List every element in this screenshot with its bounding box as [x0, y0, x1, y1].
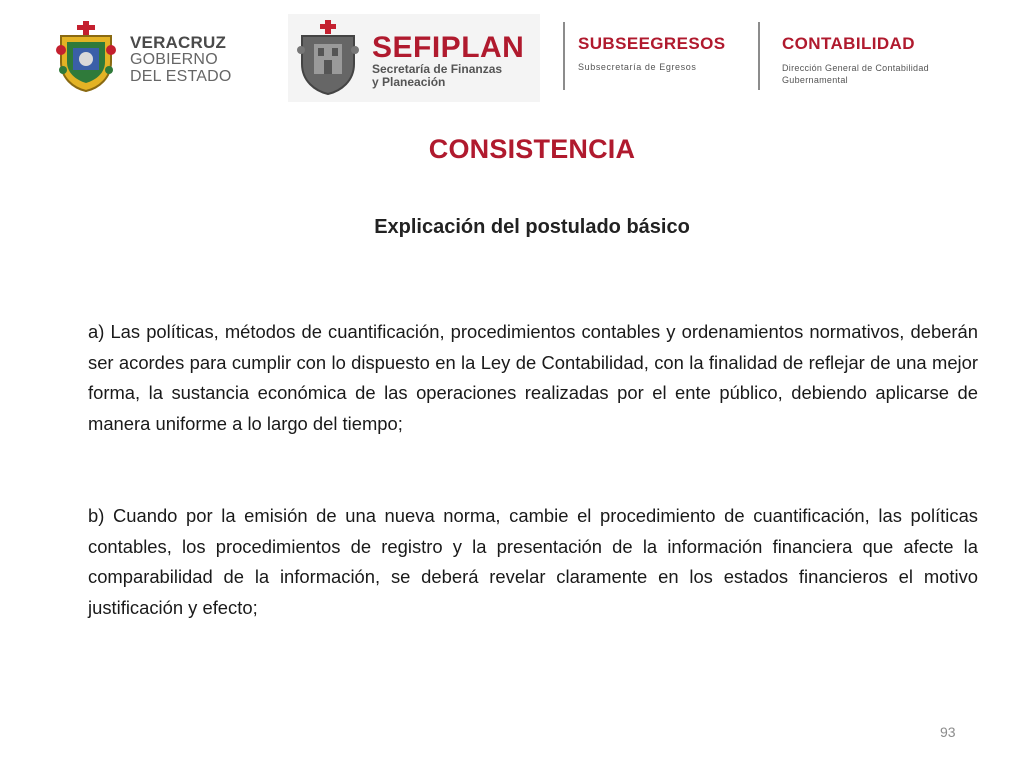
- sefiplan-seal-icon: [296, 20, 360, 96]
- sefiplan-subtitle: [372, 63, 502, 89]
- sefiplan-subtitle-line-2: y Planeación: [372, 75, 446, 89]
- veracruz-line-1: VERACRUZ: [130, 33, 227, 52]
- contabilidad-description: [782, 62, 962, 86]
- veracruz-wordmark: [130, 34, 232, 85]
- paragraph-a: a) Las políticas, métodos de cuantificación, procedimientos contables y ordenamientos normativos, deberán ser acordes para cumplir con lo dispuesto en la Ley de Contabilidad, con la finalidad de reflejar de una mejor forma, la sustancia económica de las operaciones realizadas por el ente público, debiendo aplicarse de manera uniforme a lo largo del tiempo;: [88, 321, 978, 435]
- slide-subtitle: Explicación del postulado básico: [374, 216, 690, 238]
- subsecretaria-description: Subsecretaría de Egresos: [578, 62, 697, 72]
- veracruz-line-3: DEL ESTADO: [130, 68, 232, 85]
- sefiplan-subtitle-line-1: Secretaría de Finanzas: [372, 62, 503, 76]
- divider: [758, 22, 760, 90]
- contabilidad-description-line-1: Dirección General de Contabilidad: [782, 63, 929, 73]
- sefiplan-name: SEFIPLAN: [372, 31, 525, 64]
- contabilidad-description-line-2: Gubernamental: [782, 75, 848, 85]
- slide-title: CONSISTENCIA: [428, 134, 636, 164]
- page-number: 93: [940, 724, 956, 740]
- contabilidad-title: CONTABILIDAD: [782, 34, 915, 53]
- subsecretaria-title: SUBSEEGRESOS: [578, 34, 726, 53]
- divider: [563, 22, 565, 90]
- paragraph-b: b) Cuando por la emisión de una nueva norma, cambie el procedimiento de cuantificación, las políticas contables, los procedimientos de registro y la presentación de la información financiera que afecte la comparabilidad de la información, se deberá revelar claramente en los estados financieros el motivo justificación y efecto;: [88, 505, 978, 619]
- veracruz-line-2: GOBIERNO: [130, 51, 218, 68]
- veracruz-coat-of-arms-icon: [55, 20, 117, 92]
- header-logos: [0, 0, 1024, 110]
